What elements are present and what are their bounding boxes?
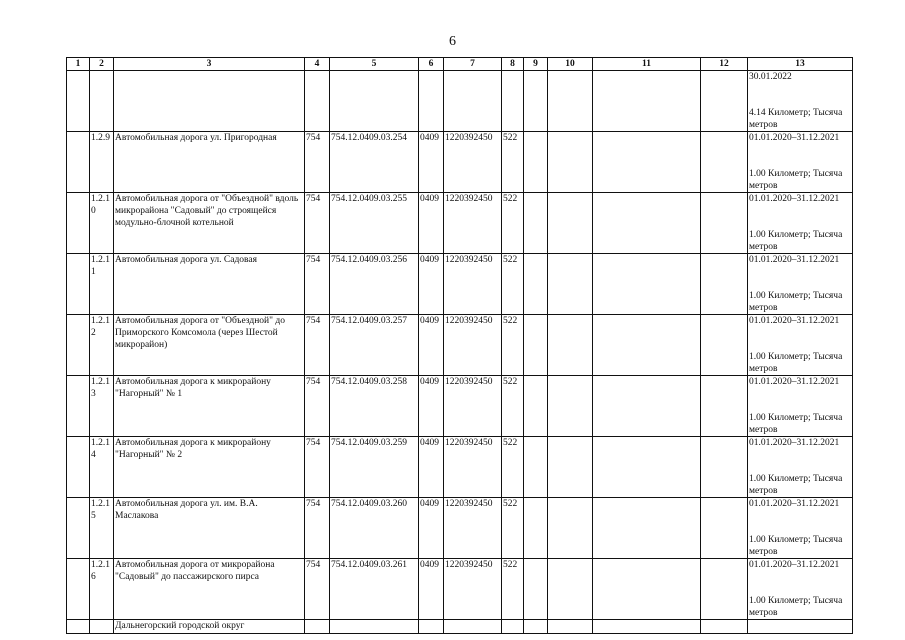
code-col5: 754.12.0409.03.258 — [330, 376, 419, 437]
period-text: 01.01.2020–31.12.2021 — [749, 438, 840, 448]
table-cell — [548, 315, 593, 376]
header-cell: 2 — [90, 58, 114, 71]
table-cell — [67, 71, 90, 132]
table-cell — [701, 254, 748, 315]
period-text: 01.01.2020–31.12.2021 — [749, 377, 840, 387]
table-row — [67, 132, 853, 193]
row-number: 1.2.13 — [90, 376, 114, 437]
table-cell — [305, 620, 330, 634]
code-col8: 522 — [502, 559, 524, 620]
period-text: 01.01.2020–31.12.2021 — [749, 255, 840, 265]
measure-text: 1.00 Километр; Тысяча метров — [749, 596, 843, 618]
code-col8: 522 — [502, 315, 524, 376]
table-cell — [67, 559, 90, 620]
code-col6: 0409 — [419, 254, 444, 315]
table-cell — [524, 254, 548, 315]
budget-table — [66, 57, 853, 634]
road-name: Автомобильная дорога к микрорайону "Нагорный" № 2 — [114, 437, 305, 498]
road-name: Автомобильная дорога от "Объездной" до Приморского Комсомола (через Шестой микрорайон) — [114, 315, 305, 376]
road-name: Автомобильная дорога от микрорайона "Садовый" до пассажирского пирса — [114, 559, 305, 620]
period-text: 01.01.2020–31.12.2021 — [749, 133, 840, 143]
measure-text: 1.00 Километр; Тысяча метров — [749, 535, 843, 557]
footer-row — [67, 620, 853, 634]
table-cell — [593, 315, 701, 376]
code-col8: 522 — [502, 193, 524, 254]
measure-text: 1.00 Километр; Тысяча метров — [749, 169, 843, 191]
table-cell — [548, 71, 593, 132]
table-cell — [67, 620, 90, 634]
period-text: 01.01.2020–31.12.2021 — [749, 499, 840, 509]
table-cell — [524, 498, 548, 559]
measure-text: 1.00 Километр; Тысяча метров — [749, 352, 843, 374]
header-row — [67, 58, 853, 71]
table-cell — [548, 132, 593, 193]
table-cell — [593, 498, 701, 559]
code-col8: 522 — [502, 498, 524, 559]
entries-body — [67, 132, 853, 620]
table-cell — [548, 620, 593, 634]
table-cell — [67, 193, 90, 254]
table-row — [67, 376, 853, 437]
table-cell — [524, 437, 548, 498]
code-col8: 522 — [502, 254, 524, 315]
table-cell — [305, 71, 330, 132]
table-cell — [548, 498, 593, 559]
code-col4: 754 — [305, 193, 330, 254]
row-number: 1.2.15 — [90, 498, 114, 559]
table-cell — [444, 620, 502, 634]
code-col7: 1220392450 — [444, 498, 502, 559]
code-col7: 1220392450 — [444, 132, 502, 193]
table-cell — [593, 376, 701, 437]
table-cell — [419, 620, 444, 634]
code-col7: 1220392450 — [444, 376, 502, 437]
header-cell: 9 — [524, 58, 548, 71]
code-col4: 754 — [305, 376, 330, 437]
header-cell: 5 — [330, 58, 419, 71]
table-cell — [593, 193, 701, 254]
period-cell — [748, 498, 853, 559]
table-cell — [593, 132, 701, 193]
table-cell — [502, 71, 524, 132]
table-cell — [701, 315, 748, 376]
table-cell — [701, 437, 748, 498]
table-cell — [593, 437, 701, 498]
row-number: 1.2.16 — [90, 559, 114, 620]
code-col8: 522 — [502, 132, 524, 193]
header-cell: 4 — [305, 58, 330, 71]
road-name: Автомобильная дорога ул. им. В.А. Маслакова — [114, 498, 305, 559]
code-col5: 754.12.0409.03.260 — [330, 498, 419, 559]
header-cell: 10 — [548, 58, 593, 71]
measure-text: 1.00 Километр; Тысяча метров — [749, 474, 843, 496]
table-cell — [90, 620, 114, 634]
table-cell — [90, 71, 114, 132]
road-name: Автомобильная дорога ул. Садовая — [114, 254, 305, 315]
table-cell — [748, 620, 853, 634]
table-cell — [444, 71, 502, 132]
period-cell — [748, 254, 853, 315]
code-col4: 754 — [305, 254, 330, 315]
code-col4: 754 — [305, 437, 330, 498]
table-cell — [593, 620, 701, 634]
table-cell — [67, 315, 90, 376]
period-text: 01.01.2020–31.12.2021 — [749, 316, 840, 326]
table-cell — [67, 132, 90, 193]
footer-label: Дальнегорский городской округ — [114, 620, 305, 634]
period-cell — [748, 315, 853, 376]
table-cell — [524, 315, 548, 376]
code-col5: 754.12.0409.03.261 — [330, 559, 419, 620]
table-cell — [701, 559, 748, 620]
table-cell — [524, 559, 548, 620]
code-col6: 0409 — [419, 559, 444, 620]
table-cell — [419, 71, 444, 132]
table-cell — [548, 559, 593, 620]
table-cell — [701, 498, 748, 559]
code-col6: 0409 — [419, 315, 444, 376]
measure-text: 4.14 Километр; Тысяча метров — [749, 108, 843, 130]
code-col5: 754.12.0409.03.254 — [330, 132, 419, 193]
measure-text: 1.00 Километр; Тысяча метров — [749, 291, 843, 313]
continuation-row — [67, 71, 853, 132]
table-cell — [67, 254, 90, 315]
period-cell — [748, 193, 853, 254]
code-col8: 522 — [502, 437, 524, 498]
period-cell — [748, 559, 853, 620]
code-col7: 1220392450 — [444, 437, 502, 498]
period-text: 30.01.2022 — [749, 72, 792, 82]
table-body — [67, 71, 853, 132]
code-col4: 754 — [305, 132, 330, 193]
header-cell: 11 — [593, 58, 701, 71]
table-cell — [67, 437, 90, 498]
table-cell — [524, 132, 548, 193]
period-cell — [748, 71, 853, 132]
header-cell: 12 — [701, 58, 748, 71]
code-col4: 754 — [305, 315, 330, 376]
table-cell — [330, 620, 419, 634]
code-col7: 1220392450 — [444, 254, 502, 315]
table-row — [67, 559, 853, 620]
measure-text: 1.00 Километр; Тысяча метров — [749, 230, 843, 252]
code-col6: 0409 — [419, 498, 444, 559]
road-name: Автомобильная дорога к микрорайону "Нагорный" № 1 — [114, 376, 305, 437]
code-col4: 754 — [305, 498, 330, 559]
code-col7: 1220392450 — [444, 193, 502, 254]
table-cell — [114, 71, 305, 132]
header-cell: 13 — [748, 58, 853, 71]
header-cell: 7 — [444, 58, 502, 71]
table-cell — [548, 376, 593, 437]
table-cell — [502, 620, 524, 634]
table-row — [67, 315, 853, 376]
page-number: 6 — [449, 34, 456, 49]
road-name: Автомобильная дорога от "Объездной" вдоль микрорайона "Садовый" до строящейся модульно-блочной котельной — [114, 193, 305, 254]
period-cell — [748, 437, 853, 498]
code-col8: 522 — [502, 376, 524, 437]
row-number: 1.2.10 — [90, 193, 114, 254]
code-col6: 0409 — [419, 132, 444, 193]
row-number: 1.2.12 — [90, 315, 114, 376]
code-col5: 754.12.0409.03.259 — [330, 437, 419, 498]
table-cell — [593, 559, 701, 620]
table-row — [67, 498, 853, 559]
table-cell — [548, 254, 593, 315]
period-text: 01.01.2020–31.12.2021 — [749, 194, 840, 204]
table-cell — [67, 376, 90, 437]
code-col6: 0409 — [419, 437, 444, 498]
code-col6: 0409 — [419, 376, 444, 437]
table-cell — [67, 498, 90, 559]
table-cell — [701, 132, 748, 193]
table-cell — [548, 193, 593, 254]
row-number: 1.2.9 — [90, 132, 114, 193]
table-cell — [593, 254, 701, 315]
table-cell — [701, 620, 748, 634]
table-cell — [548, 437, 593, 498]
code-col6: 0409 — [419, 193, 444, 254]
period-text: 01.01.2020–31.12.2021 — [749, 560, 840, 570]
header-cell: 1 — [67, 58, 90, 71]
measure-text: 1.00 Километр; Тысяча метров — [749, 413, 843, 435]
table-cell — [524, 620, 548, 634]
header-cell: 6 — [419, 58, 444, 71]
period-cell — [748, 132, 853, 193]
table-row — [67, 437, 853, 498]
table-cell — [701, 376, 748, 437]
code-col4: 754 — [305, 559, 330, 620]
table-cell — [524, 193, 548, 254]
table-row — [67, 193, 853, 254]
table-row — [67, 254, 853, 315]
road-name: Автомобильная дорога ул. Пригородная — [114, 132, 305, 193]
table-cell — [701, 193, 748, 254]
row-number: 1.2.11 — [90, 254, 114, 315]
code-col7: 1220392450 — [444, 559, 502, 620]
period-cell — [748, 376, 853, 437]
table-cell — [524, 71, 548, 132]
table-cell — [524, 376, 548, 437]
code-col7: 1220392450 — [444, 315, 502, 376]
header-cell: 3 — [114, 58, 305, 71]
row-number: 1.2.14 — [90, 437, 114, 498]
code-col5: 754.12.0409.03.255 — [330, 193, 419, 254]
table-cell — [593, 71, 701, 132]
code-col5: 754.12.0409.03.256 — [330, 254, 419, 315]
table-cell — [330, 71, 419, 132]
code-col5: 754.12.0409.03.257 — [330, 315, 419, 376]
table-cell — [701, 71, 748, 132]
header-cell: 8 — [502, 58, 524, 71]
